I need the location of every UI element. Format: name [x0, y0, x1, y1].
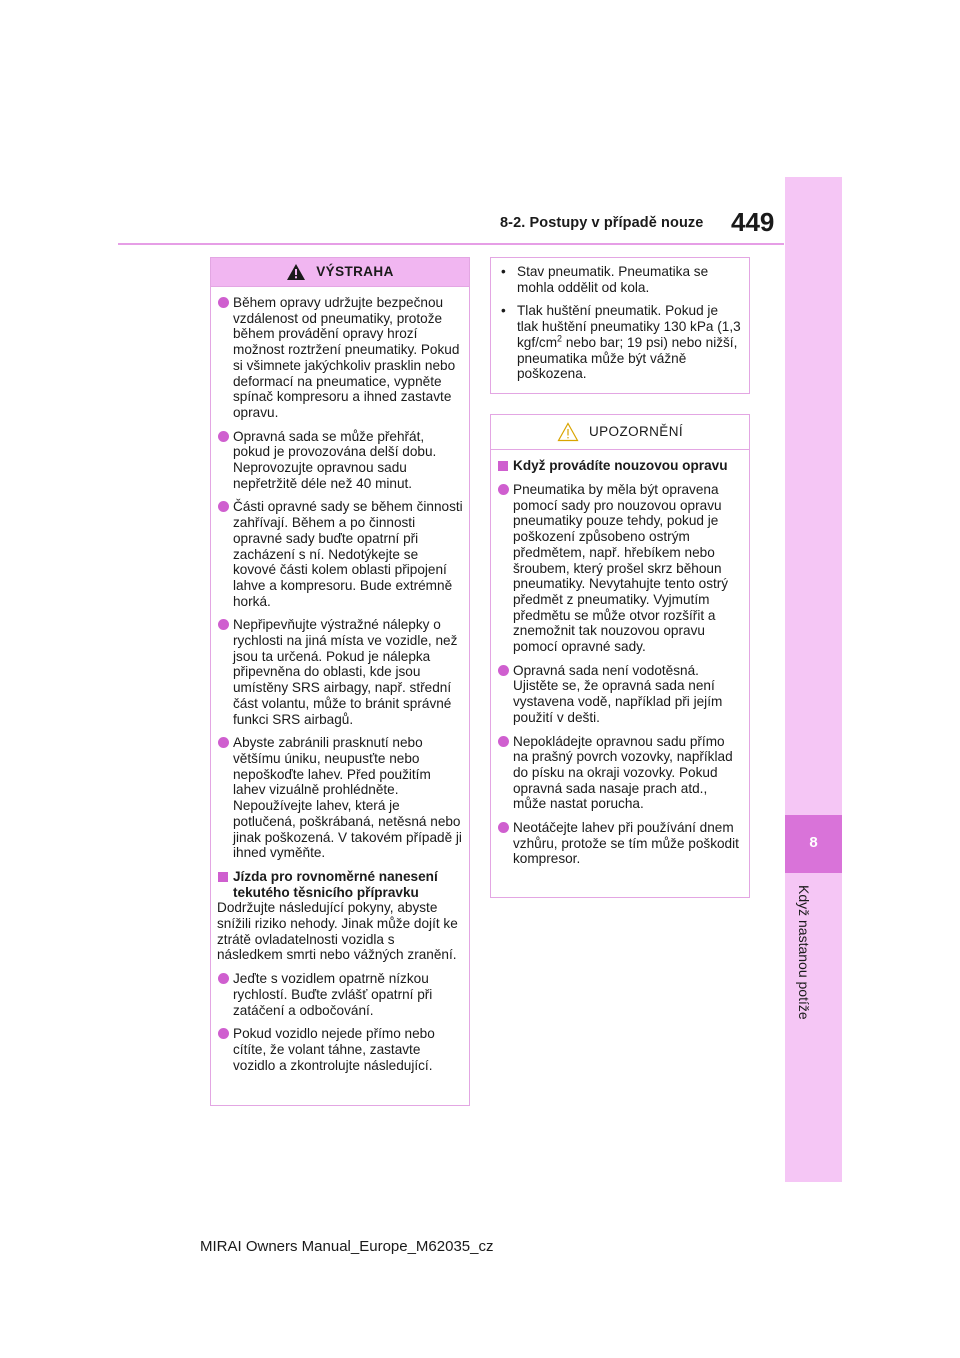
warning-list — [211, 287, 469, 1073]
list-item-text: Jeďte s vozidlem opatrně nízkou rychlostí. Buďte zvlášť opatrní při zatáčení a odbočování. — [233, 971, 433, 1018]
list-item-text: Stav pneumatik. Pneumatika se mohla oddělit od kola. — [517, 264, 709, 295]
bullet-icon — [217, 295, 233, 311]
conditions-box — [490, 257, 750, 394]
list-item — [497, 663, 743, 726]
subheading — [217, 869, 463, 900]
list-item — [217, 429, 463, 492]
bullet-icon — [217, 429, 233, 445]
footer-text: MIRAI Owners Manual_Europe_M62035_cz — [200, 1238, 494, 1255]
bullet-icon — [497, 820, 513, 836]
list-item — [217, 1026, 463, 1073]
subheading — [497, 458, 743, 474]
text-part: Tlak huštění pneumatik. Pokud je tlak huštění pneumatiky 130 kPa (1,3 kgf/cm — [517, 303, 741, 350]
bullet-icon — [497, 734, 513, 750]
list-item-text: Části opravné sady se během činnosti zahřívají. Během a po činnosti opravné sady buďte opatrní při zacházení s ní. Nedotýkejte se kovové části kolem oblasti připojení lahve a kompresoru. Bude extrémně horká. — [233, 499, 463, 609]
list-item-text: Během opravy udržujte bezpečnou vzdálenost od pneumatiky, protože během provádění opravy hrozí možnost roztržení pneumatiky. Pokud si všimnete jakýchkoliv prasklin nebo deformací na pneumatice, vypněte spínač kompresoru a ihned zastavte opravu. — [233, 295, 460, 420]
list-item — [501, 264, 741, 295]
list-item-text: Neotáčejte lahev při používání dnem vzhůru, protože se tím může poškodit kompresor. — [513, 820, 739, 867]
list-item-text: Abyste zabránili prasknutí nebo většímu úniku, neupusťte nebo nepoškoďte lahev. Před použitím lahev vizuálně prohlédněte. Nepoužívejte lahev, která je potlučená, poškrábaná, netěsná nebo jinak poškozená. V takovém případě ji ihned vyměňte. — [233, 735, 462, 861]
section-title: 8-2. Postupy v případě nouze — [500, 215, 704, 231]
paragraph — [217, 900, 463, 963]
list-item-text: Nepokládejte opravnou sadu přímo na prašný povrch vozovky, například do písku na okraji vozovky. Pokud opravná sada nasaje prach atd., může nastat porucha. — [513, 733, 733, 812]
notice-header — [491, 415, 749, 450]
list-item — [217, 499, 463, 609]
bullet-icon — [217, 735, 233, 751]
bullet-icon — [497, 663, 513, 679]
list-item — [217, 735, 463, 861]
list-item — [497, 820, 743, 867]
list-item-text — [517, 303, 741, 382]
list-item — [497, 482, 743, 655]
list-item-text: Opravná sada není vodotěsná. Ujistěte se, že opravná sada není vystavena vodě, například při jejím použití v dešti. — [513, 662, 723, 725]
bullet-icon — [217, 1026, 233, 1042]
notice-list — [491, 450, 749, 867]
list-item — [217, 971, 463, 1018]
list-item-text: Pokud vozidlo nejede přímo nebo cítíte, že volant táhne, zastavte vozidlo a zkontrolujte následující. — [233, 1026, 435, 1073]
warning-title: VÝSTRAHA — [316, 264, 394, 280]
list-item-text: Opravná sada se může přehřát, pokud je provozována delší dobu. Neprovozujte opravnou sadu nepřetržitě déle než 40 minut. — [233, 428, 437, 491]
bullet-icon — [217, 971, 233, 987]
bullet-icon: • — [501, 303, 506, 319]
bullet-icon — [217, 499, 233, 515]
header-divider — [118, 243, 784, 245]
caution-triangle-icon — [557, 422, 579, 442]
list-item — [497, 734, 743, 813]
subheading-text: Jízda pro rovnoměrné nanesení tekutého těsnicího přípravku — [233, 868, 438, 900]
bullet-icon: • — [501, 264, 506, 279]
chapter-number: 8 — [809, 834, 818, 851]
warning-triangle-icon — [286, 263, 306, 281]
list-item-text: Pneumatika by měla být opravena pomocí sady pro nouzovou opravu pneumatiky pouze tehdy, pokud je poškození způsobeno ostrým předmětem, např. hřebíkem nebo šroubem, který prošel skrz běhoun pneumatiky. Nevytahujte tento ostrý předmět z pneumatiky. Vyjmutím předmětu se může otvor rozšířit a znemožnit tak nouzovou opravu pomocí opravné sady. — [513, 482, 729, 655]
notice-box — [490, 414, 750, 898]
warning-header — [211, 258, 469, 287]
superscript: 2 — [557, 333, 563, 344]
subheading-text: Když provádíte nouzovou opravu — [513, 458, 728, 473]
square-bullet-icon — [497, 458, 513, 474]
list-item — [217, 617, 463, 727]
paragraph-text: Dodržujte následující pokyny, abyste snížili riziko nehody. Jinak může dojít ke ztrátě ovladatelnosti vozidla s následkem smrti nebo vážných zranění. — [217, 900, 458, 963]
text-part: nebo bar; 19 psi) nebo nižší, pneumatika může být vážně poškozena. — [517, 334, 738, 382]
bullet-icon — [217, 617, 233, 633]
notice-title: UPOZORNĚNÍ — [588, 424, 683, 440]
bullet-icon — [497, 482, 513, 498]
warning-box — [210, 257, 470, 1106]
list-item — [217, 295, 463, 421]
page-number: 449 — [731, 207, 775, 237]
list-item — [501, 303, 741, 382]
list-item-text: Nepřipevňujte výstražné nálepky o rychlosti na jiná místa ve vozidle, než jsou ta určená. Pokud je nálepka připevněna do oblasti, kde jsou umístěny SRS airbagy, např. střední část volantu, může to bránit správné funkci SRS airbagů. — [233, 617, 458, 727]
chapter-title: Když nastanou potíže — [796, 885, 812, 1020]
square-bullet-icon — [217, 869, 233, 885]
